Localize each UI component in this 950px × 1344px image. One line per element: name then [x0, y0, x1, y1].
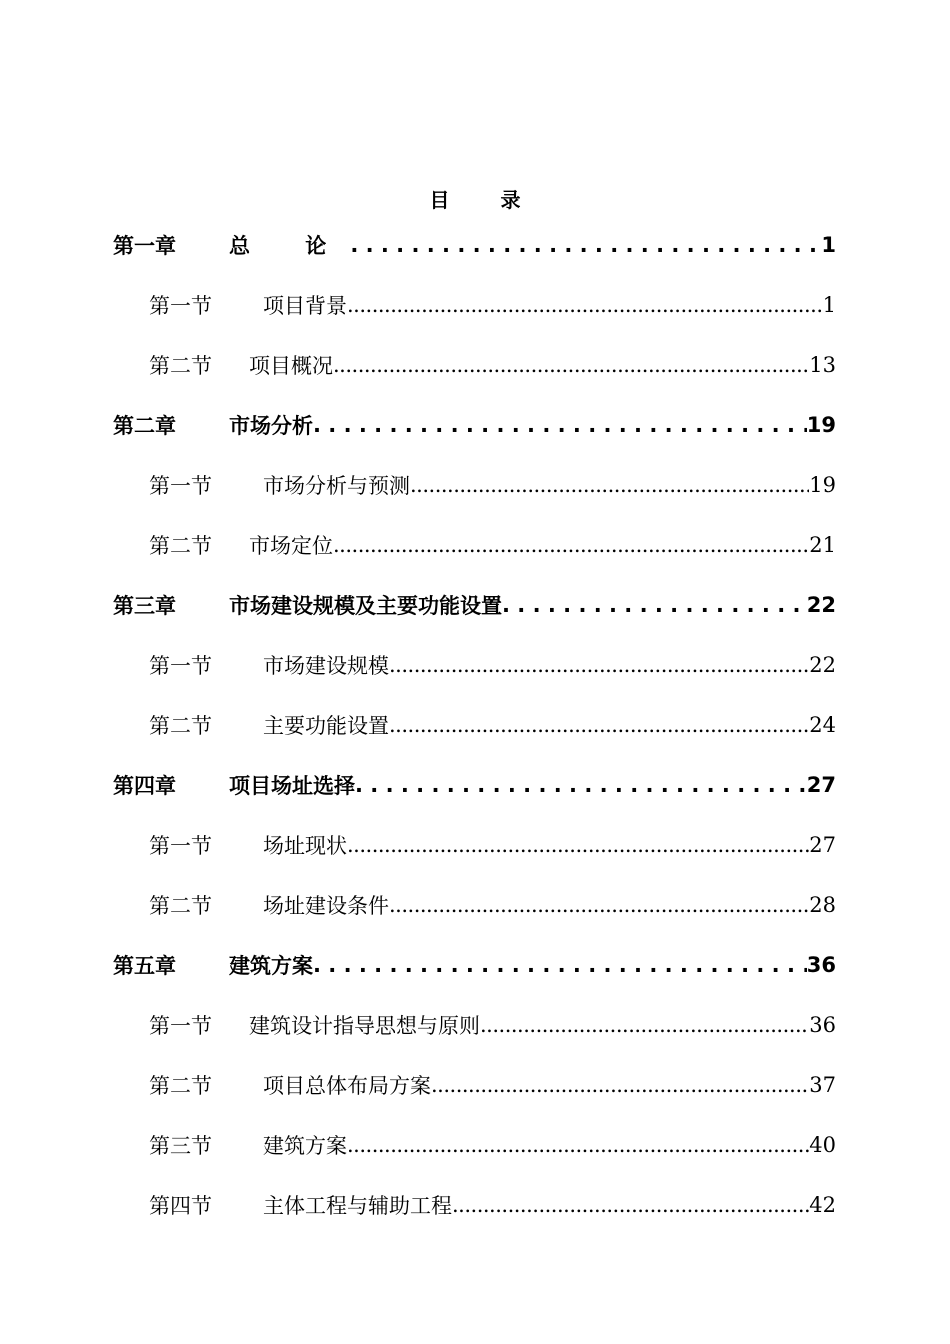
dot-leader	[355, 773, 807, 797]
dot-leader	[333, 533, 809, 557]
page-title: 目 录	[429, 188, 543, 212]
section-title: 市场分析与预测	[263, 474, 410, 498]
toc-chapter-2[interactable]	[0, 395, 836, 455]
section-page-number: 27	[809, 833, 836, 857]
dot-leader	[502, 593, 807, 617]
section-page-number: 40	[809, 1133, 836, 1157]
section-number: 第一节	[149, 654, 212, 678]
dot-leader	[389, 893, 809, 917]
chapter-page-number: 22	[806, 593, 836, 617]
toc-section-5-1[interactable]	[0, 995, 836, 1055]
dot-leader	[313, 953, 807, 977]
toc-section-2-2[interactable]	[0, 515, 836, 575]
section-page-number: 13	[809, 353, 836, 377]
section-number: 第三节	[149, 1134, 212, 1158]
section-number: 第二节	[149, 354, 212, 378]
chapter-number: 第五章	[113, 954, 176, 978]
section-title: 建筑设计指导思想与原则	[249, 1014, 480, 1038]
section-number: 第一节	[149, 834, 212, 858]
chapter-page-number: 19	[806, 413, 836, 437]
toc-section-3-2[interactable]	[0, 695, 836, 755]
section-page-number: 37	[809, 1073, 836, 1097]
toc-section-4-1[interactable]	[0, 815, 836, 875]
chapter-title: 市场分析	[229, 414, 313, 438]
dot-leader	[347, 1133, 809, 1157]
section-title: 市场建设规模	[263, 654, 389, 678]
section-number: 第一节	[149, 294, 212, 318]
section-page-number: 36	[809, 1013, 836, 1037]
dot-leader	[347, 833, 809, 857]
chapter-page-number: 1	[821, 233, 836, 257]
section-page-number: 22	[809, 653, 836, 677]
toc-section-4-2[interactable]	[0, 875, 836, 935]
toc-chapter-3[interactable]	[0, 575, 836, 635]
dot-leader	[480, 1013, 809, 1037]
section-title: 场址建设条件	[263, 894, 389, 918]
toc-section-5-2[interactable]	[0, 1055, 836, 1115]
dot-leader	[431, 1073, 809, 1097]
chapter-number: 第四章	[113, 774, 176, 798]
chapter-title: 总 论	[229, 234, 351, 258]
section-page-number: 1	[822, 293, 836, 317]
section-page-number: 42	[809, 1193, 836, 1217]
toc-section-1-2[interactable]	[0, 335, 836, 395]
section-page-number: 28	[809, 893, 836, 917]
chapter-page-number: 36	[806, 953, 836, 977]
dot-leader	[347, 293, 823, 317]
section-title: 项目背景	[263, 294, 347, 318]
dot-leader	[350, 233, 821, 257]
section-number: 第二节	[149, 894, 212, 918]
section-number: 第二节	[149, 714, 212, 738]
section-title: 主体工程与辅助工程	[263, 1194, 452, 1218]
toc-section-5-4[interactable]	[0, 1175, 836, 1235]
toc-section-1-1[interactable]	[0, 275, 836, 335]
dot-leader	[410, 473, 809, 497]
section-number: 第四节	[149, 1194, 212, 1218]
toc-section-2-1[interactable]	[0, 455, 836, 515]
toc-section-3-1[interactable]	[0, 635, 836, 695]
chapter-number: 第三章	[113, 594, 176, 618]
dot-leader	[333, 353, 809, 377]
dot-leader	[313, 413, 807, 437]
section-title: 建筑方案	[263, 1134, 347, 1158]
table-of-contents	[0, 215, 950, 1235]
dot-leader	[389, 653, 809, 677]
section-title: 项目总体布局方案	[263, 1074, 431, 1098]
section-title: 场址现状	[263, 834, 347, 858]
section-number: 第一节	[149, 474, 212, 498]
section-number: 第二节	[149, 1074, 212, 1098]
chapter-title: 建筑方案	[229, 954, 313, 978]
toc-section-5-3[interactable]	[0, 1115, 836, 1175]
chapter-title: 项目场址选择	[229, 774, 355, 798]
section-title: 项目概况	[249, 354, 333, 378]
section-number: 第二节	[149, 534, 212, 558]
chapter-page-number: 27	[806, 773, 836, 797]
section-page-number: 21	[809, 533, 836, 557]
chapter-number: 第一章	[113, 234, 176, 258]
section-page-number: 24	[809, 713, 836, 737]
dot-leader	[389, 713, 809, 737]
section-title: 主要功能设置	[263, 714, 389, 738]
chapter-title: 市场建设规模及主要功能设置	[229, 594, 502, 618]
toc-chapter-5[interactable]	[0, 935, 836, 995]
section-number: 第一节	[149, 1014, 212, 1038]
toc-chapter-4[interactable]	[0, 755, 836, 815]
chapter-number: 第二章	[113, 414, 176, 438]
section-page-number: 19	[809, 473, 836, 497]
dot-leader	[452, 1193, 809, 1217]
toc-chapter-1[interactable]	[0, 215, 836, 275]
section-title: 市场定位	[249, 534, 333, 558]
